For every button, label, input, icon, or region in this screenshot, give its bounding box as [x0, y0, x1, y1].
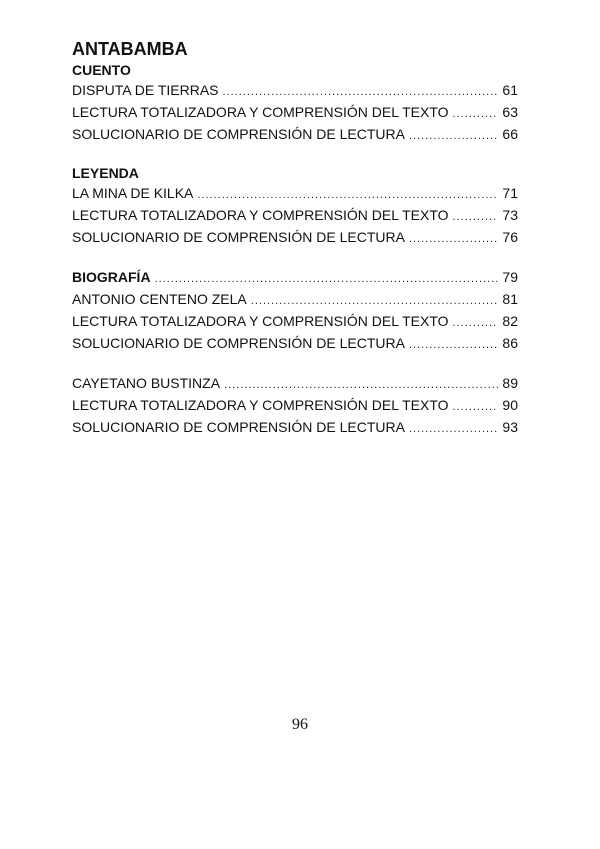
toc-entry[interactable]	[72, 205, 518, 227]
dot-leader	[223, 82, 498, 102]
toc-entry[interactable]	[72, 373, 518, 395]
toc-entry[interactable]	[72, 417, 518, 439]
toc-entry-page: 61	[502, 82, 518, 98]
dot-leader	[409, 229, 498, 249]
toc-entry-title: SOLUCIONARIO DE COMPRENSIÓN DE LECTURA	[72, 229, 405, 245]
toc-entry-title: SOLUCIONARIO DE COMPRENSIÓN DE LECTURA	[72, 335, 405, 351]
dot-leader	[409, 335, 498, 355]
toc-section-biografia	[72, 267, 518, 355]
toc-entry[interactable]	[72, 395, 518, 417]
dot-leader	[453, 207, 498, 227]
dot-leader	[251, 291, 498, 311]
dot-leader	[197, 185, 498, 205]
toc-entry-page: 79	[502, 269, 518, 285]
toc-entry-title: SOLUCIONARIO DE COMPRENSIÓN DE LECTURA	[72, 419, 405, 435]
toc-entry-title: LECTURA TOTALIZADORA Y COMPRENSIÓN DEL TEXTO	[72, 397, 449, 413]
toc-entry[interactable]	[72, 227, 518, 249]
toc-entry-page: 86	[502, 335, 518, 351]
toc-entry-title: ANTONIO CENTENO ZELA	[72, 291, 247, 307]
toc-entry-page: 76	[502, 229, 518, 245]
dot-leader	[453, 313, 498, 333]
toc-entry-page: 71	[502, 185, 518, 201]
toc-section-heading-entry[interactable]	[72, 267, 518, 289]
toc-entry-page: 66	[502, 126, 518, 142]
section-heading: BIOGRAFÍA	[72, 269, 151, 285]
toc-section-cuento	[72, 61, 518, 146]
toc-entry-title: CAYETANO BUSTINZA	[72, 375, 221, 391]
toc-entry-page: 82	[502, 313, 518, 329]
toc-entry-title: SOLUCIONARIO DE COMPRENSIÓN DE LECTURA	[72, 126, 405, 142]
toc-entry[interactable]	[72, 102, 518, 124]
dot-leader	[453, 397, 498, 417]
toc-entry[interactable]	[72, 333, 518, 355]
dot-leader	[155, 269, 498, 289]
toc-section-leyenda	[72, 164, 518, 249]
page-number: 96	[292, 716, 308, 733]
toc-entry-page: 81	[502, 291, 518, 307]
dot-leader	[409, 419, 498, 439]
toc-entry[interactable]	[72, 311, 518, 333]
toc-entry[interactable]	[72, 183, 518, 205]
toc-entry-page: 63	[502, 104, 518, 120]
toc-entry[interactable]	[72, 289, 518, 311]
toc-entry-page: 93	[502, 419, 518, 435]
toc-entry-title: LA MINA DE KILKA	[72, 185, 194, 201]
toc-entry-page: 90	[502, 397, 518, 413]
toc-entry[interactable]	[72, 80, 518, 102]
toc-entry-title: LECTURA TOTALIZADORA Y COMPRENSIÓN DEL TEXTO	[72, 313, 449, 329]
toc-entry-page: 73	[502, 207, 518, 223]
toc-entry-title: DISPUTA DE TIERRAS	[72, 82, 219, 98]
page-title: ANTABAMBA	[72, 39, 188, 59]
section-heading: LEYENDA	[72, 165, 139, 181]
toc-entry-title: LECTURA TOTALIZADORA Y COMPRENSIÓN DEL TEXTO	[72, 207, 449, 223]
dot-leader	[453, 104, 498, 124]
dot-leader	[409, 126, 498, 146]
toc-entry-title: LECTURA TOTALIZADORA Y COMPRENSIÓN DEL TEXTO	[72, 104, 449, 120]
toc-entry[interactable]	[72, 124, 518, 146]
table-of-contents	[72, 38, 518, 457]
toc-entry-page: 89	[502, 375, 518, 391]
toc-section-cayetano	[72, 373, 518, 439]
dot-leader	[224, 375, 498, 395]
section-heading: CUENTO	[72, 62, 131, 78]
